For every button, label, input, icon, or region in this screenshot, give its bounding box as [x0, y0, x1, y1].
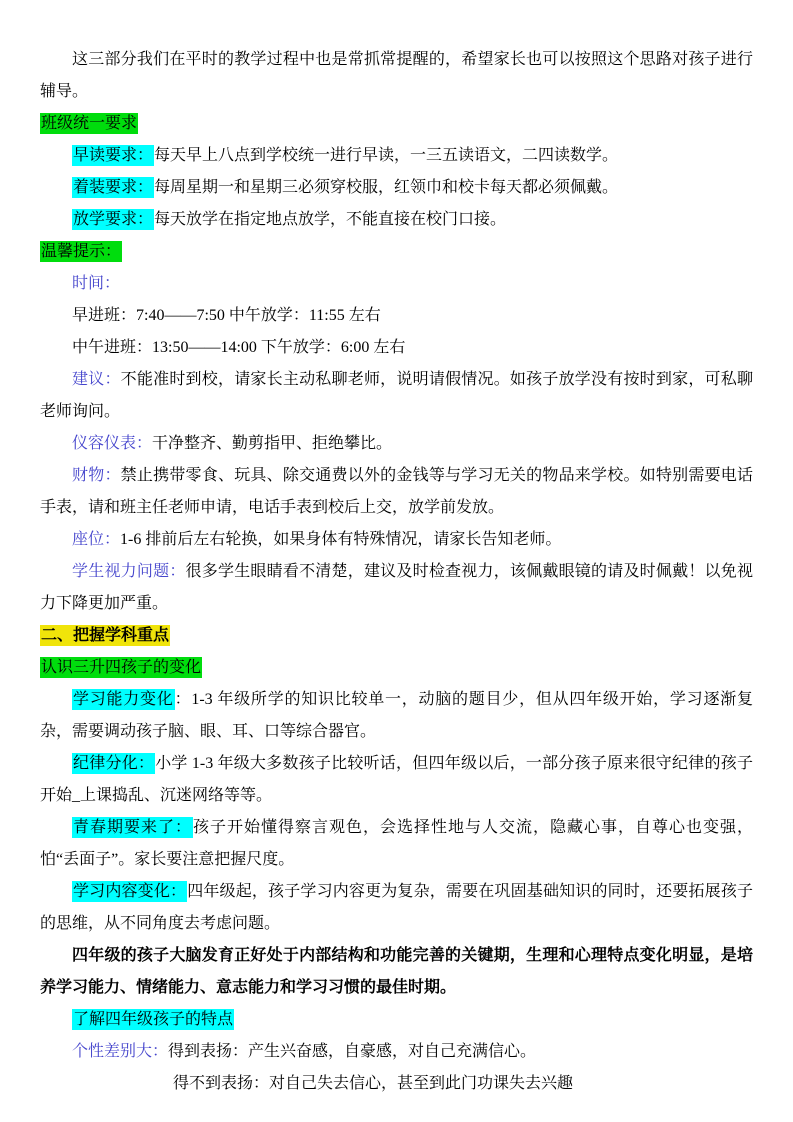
tips-item-seating [40, 524, 753, 556]
tips-label-eyesight: 学生视力问题： [72, 563, 186, 580]
change-item-learning-ability [40, 684, 753, 748]
section2-heading-highlight: 二、把握学科重点 [41, 627, 170, 644]
trait-personality-line1 [40, 1036, 753, 1068]
tips-text-seating: 1-6 排前后左右轮换，如果身体有特殊情况，请家长告知老师。 [120, 531, 562, 548]
trait-personality-label: 个性差别大： [72, 1043, 169, 1060]
tips-label-appearance: 仪容仪表： [72, 435, 153, 452]
change-item-puberty [40, 812, 753, 876]
change-item-content [40, 876, 753, 940]
rule-label-dress-code: 着装要求： [73, 179, 154, 196]
tips-time-line-afternoon: 中午进班：13:50——14:00 下午放学：6:00 左右 [72, 339, 406, 356]
change-item-discipline [40, 748, 753, 812]
brain-development-note: 四年级的孩子大脑发育正好处于内部结构和功能完善的关键期，生理和心理特点变化明显，是培养学习能力、情绪能力、意志能力和学习习惯的最佳时期。 [40, 947, 753, 996]
class-rules-heading-highlight: 班级统一要求 [41, 115, 138, 132]
tips-text-suggestion: 不能准时到校，请家长主动私聊老师，说明请假情况。如孩子放学没有按时到家，可私聊老师询问。 [40, 371, 753, 420]
traits-heading [40, 1004, 753, 1036]
trait-personality-line2: 得不到表扬：对自己失去信心，甚至到此门功课失去兴趣 [173, 1075, 574, 1092]
change-label-learning-ability: 学习能力变化 [73, 691, 174, 708]
rule-item-morning-reading [40, 140, 753, 172]
intro-paragraph: 这三部分我们在平时的教学过程中也是常抓常提醒的，希望家长也可以按照这个思路对孩子进行辅导。 [40, 51, 753, 100]
tips-text-eyesight: 很多学生眼睛看不清楚，建议及时检查视力，该佩戴眼镜的请及时佩戴！以免视力下降更加严重。 [40, 563, 753, 612]
trait-personality-text1: 得到表扬：产生兴奋感，自豪感，对自己充满信心。 [168, 1043, 537, 1060]
rule-label-dismissal: 放学要求： [73, 211, 154, 228]
tips-label-seating: 座位： [72, 531, 121, 548]
rule-item-dismissal [40, 204, 753, 236]
tips-item-appearance [40, 428, 753, 460]
change-text-content: 四年级起，孩子学习内容更为复杂，需要在巩固基础知识的同时，还要拓展孩子的思维，从不同角度去考虑问题。 [40, 883, 753, 932]
tips-label-suggestion: 建议： [72, 371, 121, 388]
tips-item-eyesight [40, 556, 753, 620]
section2-subheading-highlight: 认识三升四孩子的变化 [41, 659, 202, 676]
tips-heading-highlight: 温馨提示： [41, 243, 122, 260]
change-label-puberty: 青春期要来了： [73, 819, 192, 836]
rule-item-dress-code [40, 172, 753, 204]
change-label-discipline: 纪律分化： [73, 755, 155, 772]
rule-text-morning-reading: 每天早上八点到学校统一进行早读，一三五读语文，二四读数学。 [154, 147, 619, 164]
tips-item-suggestion [40, 364, 753, 428]
rule-text-dismissal: 每天放学在指定地点放学，不能直接在校门口接。 [154, 211, 507, 228]
tips-heading [40, 236, 753, 268]
tips-text-appearance: 干净整齐、勤剪指甲、拒绝攀比。 [152, 435, 393, 452]
tips-time-label: 时间： [72, 275, 121, 292]
class-rules-heading [40, 108, 753, 140]
change-text-discipline: 小学 1-3 年级大多数孩子比较听话，但四年级以后，一部分孩子原来很守纪律的孩子开始_上课捣乱、沉迷网络等等。 [40, 755, 753, 804]
tips-label-belongings: 财物： [72, 467, 121, 484]
change-text-puberty: 孩子开始懂得察言观色，会选择性地与人交流，隐藏心事，自尊心也变强，怕“丢面子”。家长要注意把握尺度。 [40, 819, 753, 868]
section2-subheading [40, 652, 753, 684]
section2-heading [40, 620, 753, 652]
tips-time-line-morning: 早进班：7:40——7:50 中午放学：11:55 左右 [72, 307, 381, 324]
change-label-content: 学习内容变化： [73, 883, 187, 900]
change-text-learning-ability: 1-3 年级所学的知识比较单一，动脑的题目少，但从四年级开始，学习逐渐复杂，需要调动孩子脑、眼、耳、口等综合器官。 [40, 691, 753, 740]
change-sep-learning-ability: ： [174, 691, 192, 708]
traits-heading-highlight: 了解四年级孩子的特点 [73, 1011, 234, 1028]
rule-text-dress-code: 每周星期一和星期三必须穿校服，红领巾和校卡每天都必须佩戴。 [154, 179, 619, 196]
tips-time-label-line [40, 268, 753, 300]
tips-item-belongings [40, 460, 753, 524]
tips-text-belongings: 禁止携带零食、玩具、除交通费以外的金钱等与学习无关的物品来学校。如特别需要电话手表，请和班主任老师申请，电话手表到校后上交，放学前发放。 [40, 467, 753, 516]
rule-label-morning-reading: 早读要求： [73, 147, 154, 164]
